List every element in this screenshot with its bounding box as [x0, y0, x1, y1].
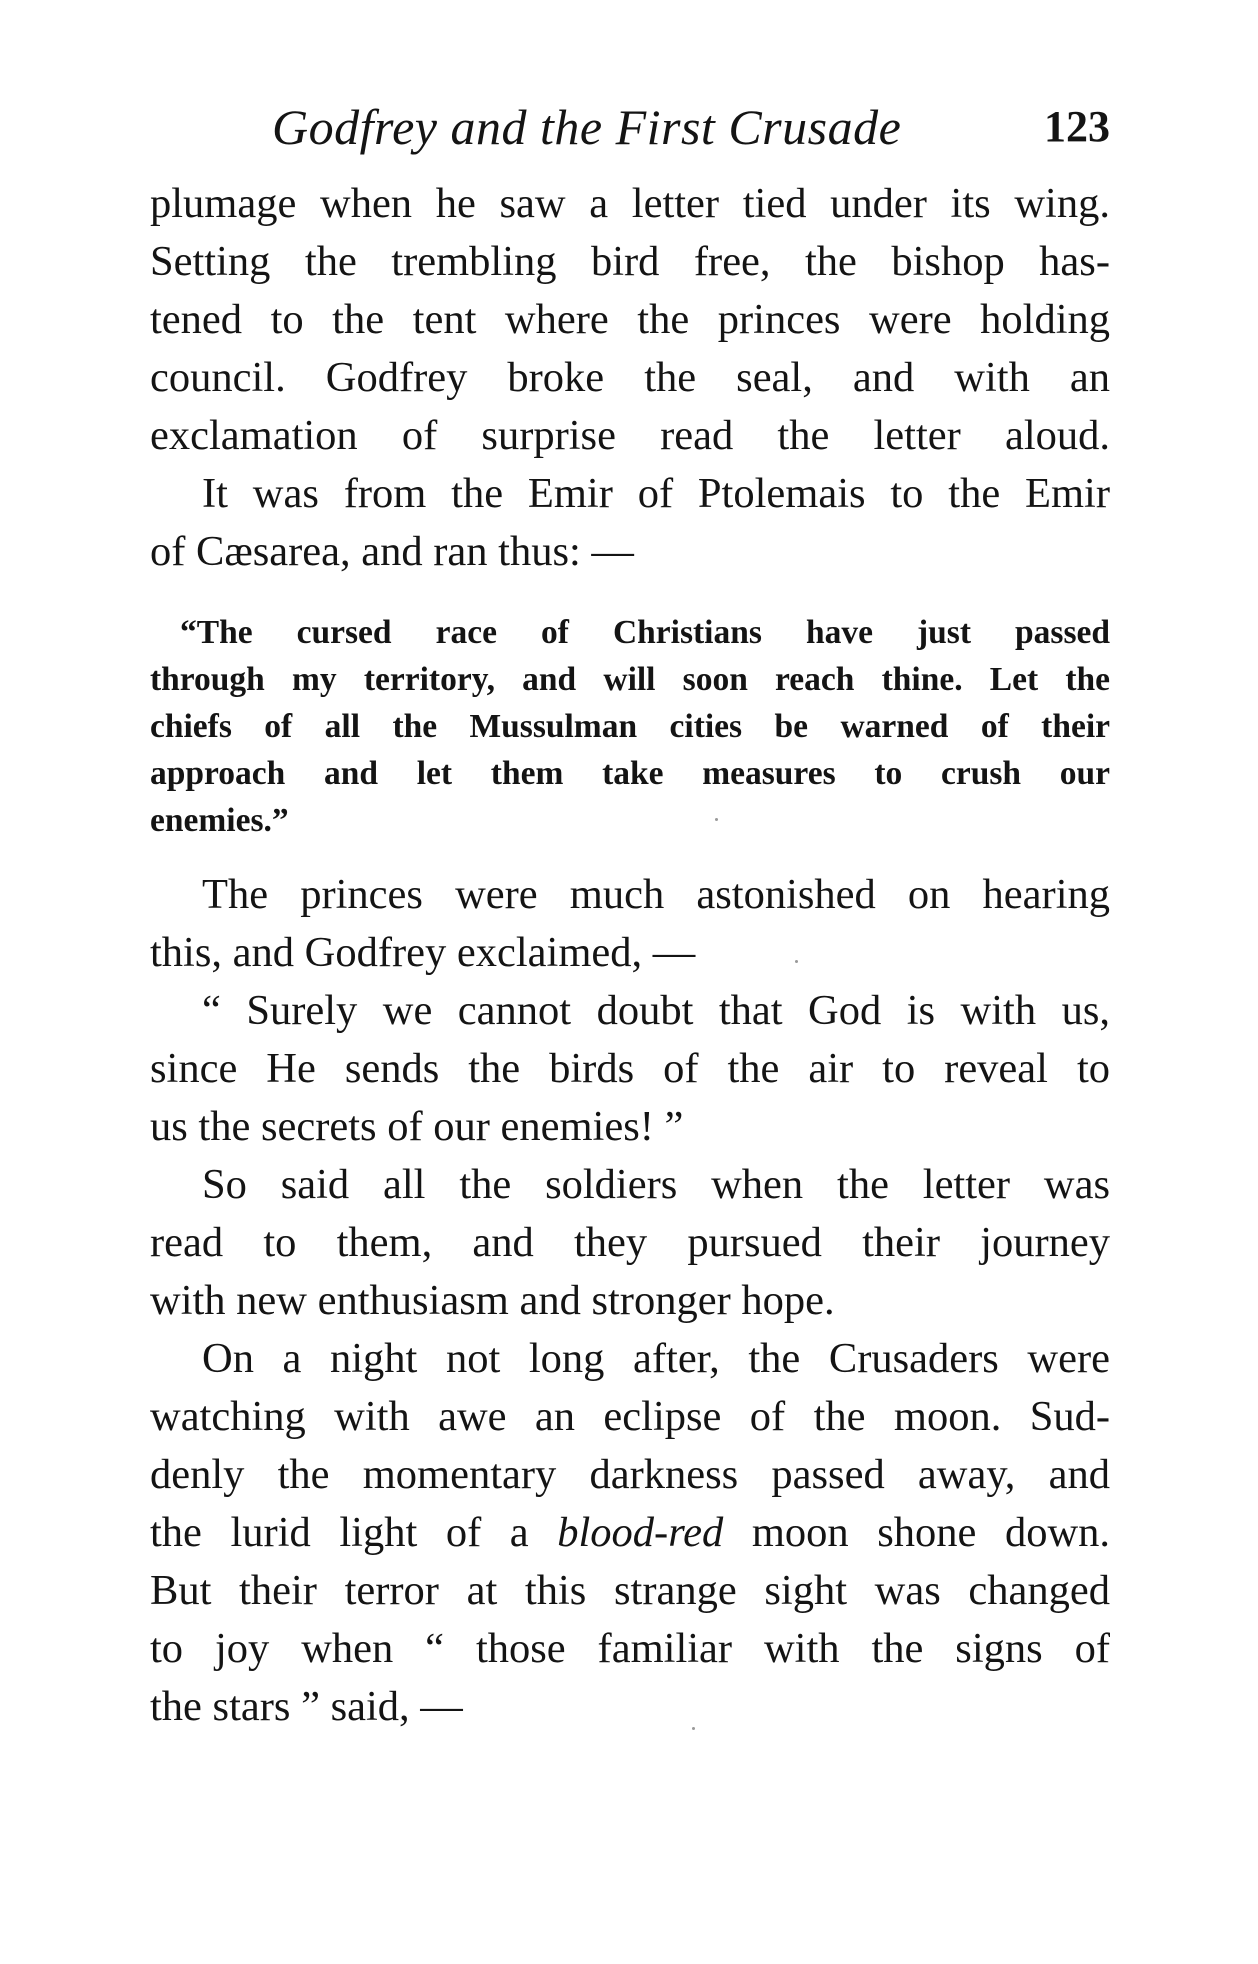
text-line: council. Godfrey broke the seal, and with an [150, 354, 1110, 401]
text-line: with new enthusiasm and stronger hope. [150, 1277, 835, 1324]
quote-line: chiefs of all the Mussulman cities be warned of their [150, 708, 1110, 745]
text-line: since He sends the birds of the air to reveal to [150, 1045, 1110, 1092]
paragraph-first-line: So said all the soldiers when the letter was [202, 1161, 1110, 1208]
quote-line: enemies.” [150, 802, 289, 839]
text-line: us the secrets of our enemies! ” [150, 1103, 684, 1150]
text-fragment: moon shone down. [751, 1509, 1110, 1556]
running-title: Godfrey and the First Crusade [272, 99, 902, 155]
paragraph-first-line: On a night not long after, the Crusaders were [202, 1335, 1110, 1382]
text-line: watching with awe an eclipse of the moon. Sud- [150, 1393, 1110, 1440]
text-line: of Cæsarea, and ran thus: — [150, 528, 634, 575]
paper-speck [795, 960, 798, 963]
paragraph-first-line: The princes were much astonished on hearing [202, 871, 1110, 918]
paper-speck [715, 818, 718, 821]
paragraph-first-line: “ Surely we cannot doubt that God is with us, [202, 987, 1110, 1034]
text-line-with-emphasis [150, 1504, 1110, 1562]
text-line: denly the momentary darkness passed away, and [150, 1451, 1110, 1498]
text-line: read to them, and they pursued their journey [150, 1219, 1110, 1266]
paper-speck [692, 1727, 695, 1730]
text-line: this, and Godfrey exclaimed, — [150, 929, 696, 976]
text-line: to joy when “ those familiar with the signs of [150, 1625, 1110, 1672]
running-head [150, 92, 1110, 162]
text-fragment: the lurid light of a [150, 1509, 529, 1556]
text-line: Setting the trembling bird free, the bishop has- [150, 238, 1110, 285]
quoted-letter [150, 609, 1110, 844]
page-number: 123 [1044, 102, 1110, 151]
quote-line: through my territory, and will soon reach thine. Let the [150, 661, 1110, 698]
text-line: plumage when he saw a letter tied under its wing. [150, 180, 1110, 227]
paragraph-first-line: It was from the Emir of Ptolemais to the Emir [202, 470, 1110, 517]
text-line: But their terror at this strange sight was changed [150, 1567, 1110, 1614]
text-line: the stars ” said, — [150, 1683, 463, 1730]
quote-line: approach and let them take measures to crush our [150, 755, 1110, 792]
text-line: tened to the tent where the princes were holding [150, 296, 1110, 343]
quote-line: “The cursed race of Christians have just passed [180, 614, 1110, 651]
text-line: exclamation of surprise read the letter aloud. [150, 412, 1110, 459]
italic-emphasis: blood-red [557, 1509, 724, 1556]
body-text [150, 175, 1110, 1736]
